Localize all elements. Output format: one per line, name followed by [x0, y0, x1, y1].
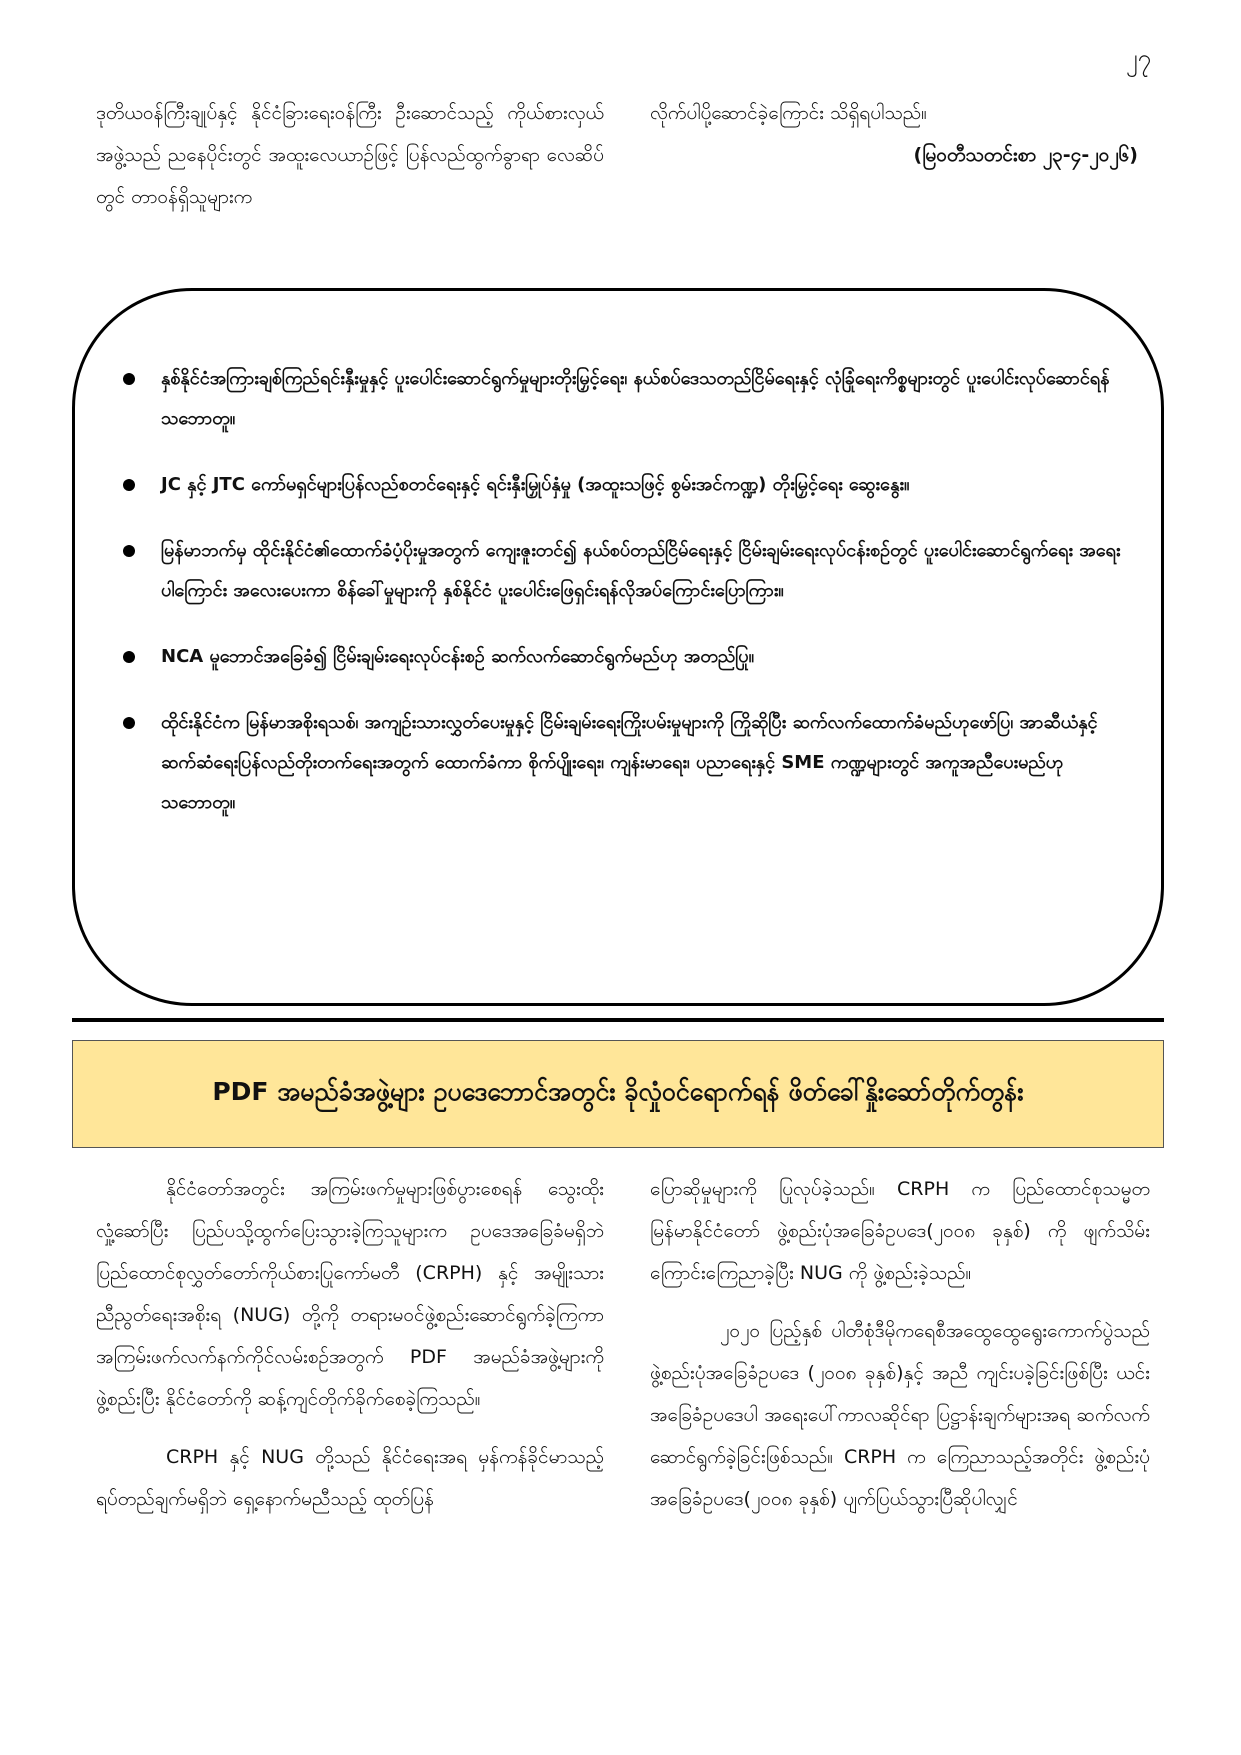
bottom-right-column — [650, 1168, 1150, 1520]
news-source-citation: (မြဝတီသတင်းစာ ၂၃-၄-၂၀၂၆) — [913, 144, 1138, 166]
top-right-column — [650, 92, 1150, 176]
body-paragraph: ၂၀၂၀ ပြည့်နှစ် ပါတီစုံဒီမိုကရေစီအထွေထွေရွေးကောက်ပွဲသည် ဖွဲ့စည်းပုံအခြေခံဥပဒေ (၂၀၀၈ ခုနှစ်)နှင့် အညီ ကျင်းပခဲ့ခြင်းဖြစ်ပြီး ယင်းအခြေခံဥပဒေပါ အရေးပေါ်ကာလဆိုင်ရာ ပြဋ္ဌာန်းချက်များအရ ဆက်လက်ဆောင်ရွက်ခဲ့ခြင်းဖြစ်သည်။ CRPH က ကြေညာသည့်အတိုင်း ဖွဲ့စည်းပုံအခြေခံဥပဒေ(၂၀၀၈ ခုနှစ်) ပျက်ပြယ်သွားပြီဆိုပါလျှင် — [650, 1320, 1150, 1510]
summary-bullet-item — [121, 465, 1121, 505]
section-title: PDF အမည်ခံအဖွဲ့များ ဥပဒေဘောင်အတွင်း ခိုလှုံဝင်ရောက်ရန် ဖိတ်ခေါ်နှိုးဆော်တိုက်တွန်း — [212, 1076, 1024, 1106]
bullet-icon — [123, 373, 135, 385]
section-title-banner — [72, 1040, 1164, 1148]
body-paragraph: နိုင်ငံတော်အတွင်း အကြမ်းဖက်မှုများဖြစ်ပွားစေရန် သွေးထိုးလှုံ့ဆော်ပြီး ပြည်ပသို့ထွက်ပြေးသွားခဲ့ကြသူများက ဥပဒေအခြေခံမရှိဘဲ ပြည်ထောင်စုလွှတ်တော်ကိုယ်စားပြုကော်မတီ (CRPH) နှင့် အမျိုးသားညီညွတ်ရေးအစိုးရ (NUG) တို့ကို တရားမဝင်ဖွဲ့စည်းဆောင်ရွက်ခဲ့ကြကာ အကြမ်းဖက်လက်နက်ကိုင်လမ်းစဉ်အတွက် PDF အမည်ခံအဖွဲ့များကို ဖွဲ့စည်းပြီး နိုင်ငံတော်ကို ဆန့်ကျင်တိုက်ခိုက်စေခဲ့ကြသည်။ — [96, 1178, 604, 1410]
bullet-icon — [123, 717, 135, 729]
summary-bullet-item — [121, 531, 1121, 611]
bullet-icon — [123, 651, 135, 663]
body-paragraph: ပြောဆိုမှုများကို ပြုလုပ်ခဲ့သည်။ CRPH က ပြည်ထောင်စုသမ္မတမြန်မာနိုင်ငံတော် ဖွဲ့စည်းပုံအခြေခံဥပဒေ(၂၀၀၈ ခုနှစ်) ကို ဖျက်သိမ်းကြောင်းကြေညာခဲ့ပြီး NUG ကို ဖွဲ့စည်းခဲ့သည်။ — [650, 1178, 1150, 1284]
bullet-text: NCA မူဘောင်အခြေခံ၍ ငြိမ်းချမ်းရေးလုပ်ငန်းစဉ် ဆက်လက်ဆောင်ရွက်မည်ဟု အတည်ပြု။ — [161, 646, 755, 667]
summary-bullet-item — [121, 637, 1121, 677]
section-divider — [72, 1018, 1164, 1022]
summary-bullet-item — [121, 703, 1121, 823]
bullet-text: ထိုင်းနိုင်ငံက မြန်မာအစိုးရသစ်၊ အကျဉ်းသားလွှတ်ပေးမှုနှင့် ငြိမ်းချမ်းရေးကြိုးပမ်းမှုများကို ကြိုဆိုပြီး ဆက်လက်ထောက်ခံမည်ဟုဖော်ပြ၊ အာဆီယံနှင့် ဆက်ဆံရေးပြန်လည်တိုးတက်ရေးအတွက် ထောက်ခံကာ စိုက်ပျိုးရေး၊ ကျန်းမာရေး၊ ပညာရေးနှင့် SME ကဏ္ဍများတွင် အကူအညီပေးမည်ဟု သဘောတူ။ — [161, 712, 1098, 813]
summary-bullet-list — [121, 359, 1121, 849]
summary-bullet-item — [121, 359, 1121, 439]
bottom-left-column — [96, 1168, 604, 1520]
top-left-column — [96, 92, 604, 218]
bullet-text: မြန်မာဘက်မှ ထိုင်းနိုင်ငံ၏ထောက်ခံပံ့ပိုးမှုအတွက် ကျေးဇူးတင်၍ နယ်စပ်တည်ငြိမ်ရေးနှင့် ငြိမ်းချမ်းရေးလုပ်ငန်းစဉ်တွင် ပူးပေါင်းဆောင်ရွက်ရေး အရေးပါကြောင်း အလေးပေးကာ စိန်ခေါ်မှုများကို နှစ်နိုင်ငံ ပူးပေါင်းဖြေရှင်းရန်လိုအပ်ကြောင်းပြောကြား။ — [161, 540, 1121, 601]
summary-box — [72, 288, 1164, 1006]
bullet-icon — [123, 479, 135, 491]
bullet-icon — [123, 545, 135, 557]
top-left-paragraph: ဒုတိယဝန်ကြီးချုပ်နှင့် နိုင်ငံခြားရေးဝန်ကြီး ဦးဆောင်သည့် ကိုယ်စားလှယ်အဖွဲ့သည် ညနေပိုင်းတွင် အထူးလေယာဉ်ဖြင့် ပြန်လည်ထွက်ခွာရာ လေဆိပ်တွင် တာဝန်ရှိသူများက — [96, 102, 604, 208]
bullet-text: JC နှင့် JTC ကော်မရှင်များပြန်လည်စတင်ရေးနှင့် ရင်းနှီးမြှုပ်နှံမှု (အထူးသဖြင့် စွမ်းအင်ကဏ္ဍ) တိုးမြှင့်ရေး ဆွေးနွေး။ — [161, 474, 910, 495]
page-number: ၂၇ — [1125, 44, 1151, 72]
top-right-paragraph: လိုက်ပါပို့ဆောင်ခဲ့ကြောင်း သိရှိရပါသည်။ — [650, 102, 927, 124]
bullet-text: နှစ်နိုင်ငံအကြားချစ်ကြည်ရင်းနှီးမှုနှင့် ပူးပေါင်းဆောင်ရွက်မှုများတိုးမြှင့်ရေး၊ နယ်စပ်ဒေသတည်ငြိမ်ရေးနှင့် လုံခြုံရေးကိစ္စများတွင် ပူးပေါင်းလုပ်ဆောင်ရန် သဘောတူ။ — [161, 368, 1110, 429]
body-paragraph: CRPH နှင့် NUG တို့သည် နိုင်ငံရေးအရ မှန်ကန်ခိုင်မာသည့် ရပ်တည်ချက်မရှိဘဲ ရှေ့နောက်မညီသည့် ထုတ်ပြန် — [96, 1446, 604, 1510]
